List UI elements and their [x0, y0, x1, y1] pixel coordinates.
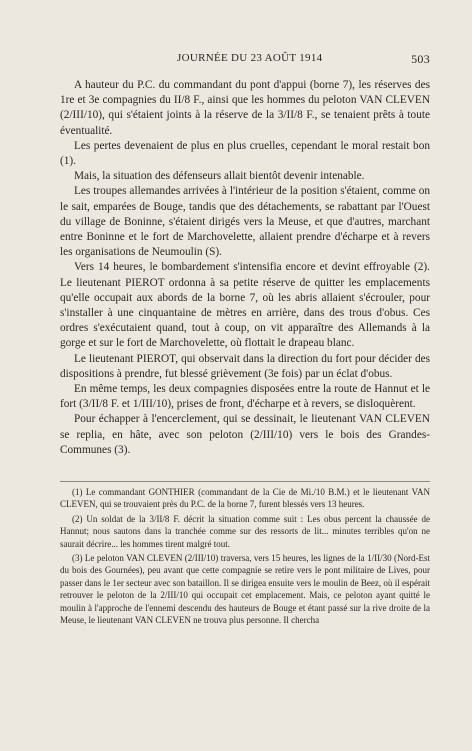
paragraph: Les pertes devenaient de plus en plus cruelles, cependant le moral restait bon (1). — [60, 139, 430, 168]
running-title: JOURNÉE DU 23 AOÛT 1914 — [177, 52, 323, 64]
paragraph: Pour échapper à l'encerclement, qui se dessinait, le lieutenant VAN CLEVEN se replia, en hâte, avec son peloton (2/III/10) vers le bois des Grandes-Communes (3). — [60, 413, 430, 456]
page-number: 503 — [411, 52, 430, 66]
footnote: (1) Le commandant GONTHIER (commandant de la Cie de Mi./10 B.M.) et le lieutenant VAN CLEVEN, qui se trouvaient près du P.C. de la borne 7, furent blessés vers 13 heures. — [60, 487, 430, 510]
footnotes — [60, 486, 430, 628]
footnote-separator — [60, 481, 430, 482]
footnote: (3) Le peloton VAN CLEVEN (2/III/10) traversa, vers 15 heures, les lignes de la 1/II/30 (Nord-Est du bois des Gournées), peu avant que cette compagnie se retire vers le pont militaire de Lives, pour passer dans le 1er secteur avec son bataillon. Il se dirigea ensuite vers le moulin de Beez, où il espérait retrouver le peloton de la 2/III/10 qui occupait cet emplacement. Mais, ce peloton ayant quitté le moulin à l'approche de l'ennemi descendu des hauteurs de Bouge et étant passé sur la rive droite de la Meuse, le lieutenant VAN CLEVEN ne trouva plus personne. Il chercha — [60, 553, 430, 626]
paragraph: Vers 14 heures, le bombardement s'intensifia encore et devint effroyable (2). Le lieutenant PIEROT ordonna à sa petite réserve de quitter les emplacements qu'elle occupait aux abords de la borne 7, où les abris allaient s'écrouler, pour s'installer à une cinquantaine de mètres en arrière, dans des trous d'obus. Ces ordres s'exécutaient quand, tout à coup, on vit apparaître des Allemands à la gorge et sur le fort de Marchovelette, où flottait le drapeau blanc. — [60, 261, 430, 350]
paragraph: Le lieutenant PIEROT, qui observait dans la direction du fort pour décider des dispositions à prendre, fut blessé grièvement (3e fois) par un éclat d'obus. — [60, 352, 430, 380]
paragraph: Mais, la situation des défenseurs allait bientôt devenir intenable. — [74, 170, 365, 183]
paragraph: En même temps, les deux compagnies disposées entre la route de Hannut et le fort (3/II/8 F. et 1/III/10), prises de front, d'écharpe et à revers, se disloquèrent. — [60, 383, 430, 411]
footnote: (2) Un soldat de la 3/II/8 F. décrit la situation comme suit : Les obus percent la chaussée de Hannut; nous sautons dans la tranchée comme sur des ressorts de lit... minutes terribles qu'on ne saurait décrire... les hommes tirent malgré tout. — [60, 513, 430, 549]
paragraph: Les troupes allemandes arrivées à l'intérieur de la position s'étaient, comme on le sait, emparées de Bouge, tandis que des détachements, se rabattant par l'Ouest du village de Boninne, s'étaient dirigés vers la Meuse, et que d'autres, marchant entre Boninne et le fort de Marchovelette, allaient prendre d'écharpe et à revers les organisations de Neumoulin (S). — [60, 185, 430, 259]
main-text — [60, 78, 430, 458]
paragraph: A hauteur du P.C. du commandant du pont d'appui (borne 7), les réserves des 1re et 3e compagnies du II/8 F., ainsi que les hommes du peloton VAN CLEVEN (2/III/10), qui s'étaient joints à la réserve de la 3/II/8 F., se tenaient prêts à toute éventualité. — [60, 79, 430, 137]
